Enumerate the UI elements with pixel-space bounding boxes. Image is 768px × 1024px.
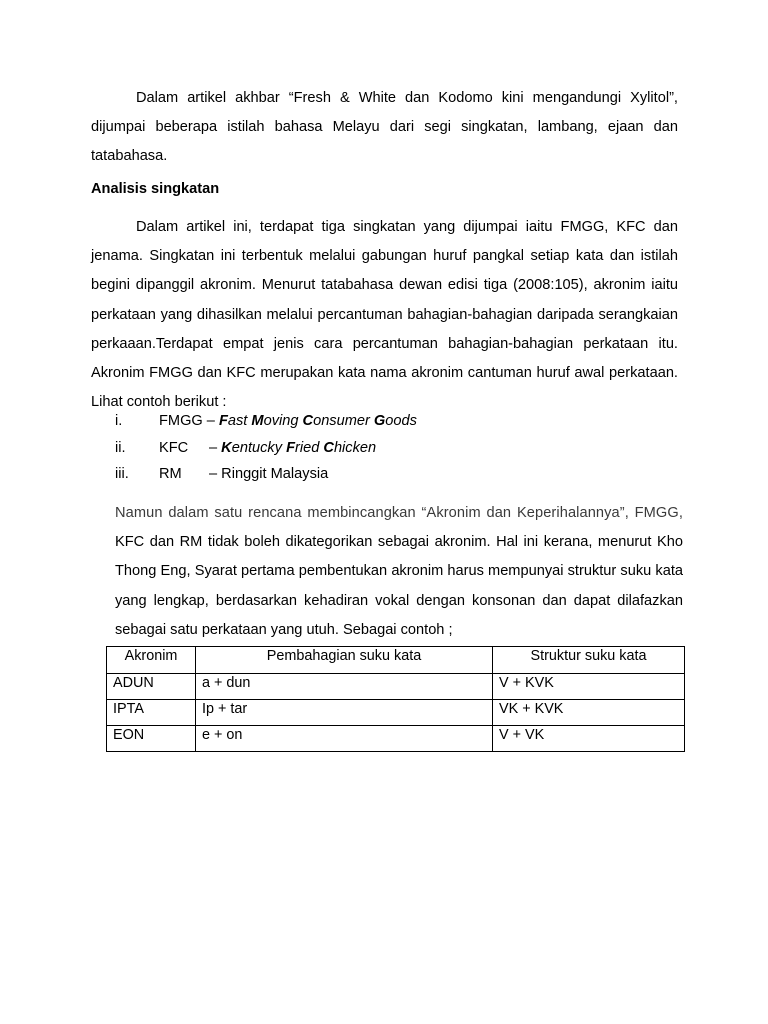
example-number: iii.: [115, 466, 129, 482]
table-cell: e + on: [196, 726, 493, 752]
intro-text: Dalam artikel akhbar “Fresh & White dan Kodomo kini mengandungi Xylitol”, dijumpai beberapa istilah bahasa Melayu dari segi singkatan, lambang, ejaan dan tatabahasa.: [91, 90, 678, 165]
table-row: [107, 726, 685, 752]
example-list: [115, 410, 515, 490]
header-pembahagian: Pembahagian suku kata: [196, 647, 493, 674]
table-cell: a + dun: [196, 674, 493, 700]
intro-paragraph: [91, 84, 678, 172]
example-abbreviation: FMGG: [159, 413, 203, 429]
table-cell: Ip + tar: [196, 700, 493, 726]
example-dash: –: [206, 413, 219, 429]
table-cell: IPTA: [107, 700, 196, 726]
discussion-lead: Namun dalam satu rencana membincangkan “Akronim dan Keperihalannya”, FMGG,: [115, 505, 683, 521]
example-item: [115, 410, 515, 437]
example-dash: –: [209, 466, 222, 482]
discussion-text: KFC dan RM tidak boleh dikategorikan sebagai akronim. Hal ini kerana, menurut Kho Thong Eng, Syarat pertama pembentukan akronim harus mempunyai struktur suku kata yang lengkap, berdasarkan kehadiran vokal dengan konsonan dan dapat dilafazkan sebagai satu perkataan yang utuh. Sebagai contoh ;: [115, 534, 683, 638]
example-expansion: Ringgit Malaysia: [221, 466, 329, 482]
example-expansion: Kentucky Fried Chicken: [221, 439, 377, 456]
table-cell: ADUN: [107, 674, 196, 700]
example-line: [159, 463, 328, 485]
example-line: [159, 437, 376, 459]
analysis-text: Dalam artikel ini, terdapat tiga singkatan yang dijumpai iaitu FMGG, KFC dan jenama. Singkatan ini terbentuk melalui gabungan huruf pangkal setiap kata dan istilah begini dipanggil akronim. Menurut tatabahasa dewan edisi tiga (2008:105), akronim iaitu perkataan yang dihasilkan melalui percantuman bahagian-bahagian daripada serangkaian perkaaan.Terdapat empat jenis cara percantuman bahagian-bahagian perkataan itu. Akronim FMGG dan KFC merupakan kata nama akronim cantuman huruf awal perkataan. Lihat contoh berikut :: [91, 219, 678, 411]
example-item: [115, 437, 515, 464]
example-dash: –: [209, 439, 222, 456]
section-heading: Analisis singkatan: [91, 181, 220, 197]
table-cell: V + VK: [493, 726, 685, 752]
example-number: ii.: [115, 439, 126, 456]
acronym-table: [106, 646, 685, 752]
example-item: [115, 463, 515, 490]
table-cell: EON: [107, 726, 196, 752]
table-cell: V + KVK: [493, 674, 685, 700]
table-header-row: [107, 647, 685, 674]
table-cell: VK + KVK: [493, 700, 685, 726]
discussion-paragraph: [115, 499, 683, 645]
table-row: [107, 674, 685, 700]
header-struktur: Struktur suku kata: [493, 647, 685, 674]
example-abbreviation: KFC: [159, 439, 189, 456]
analysis-paragraph: [91, 213, 678, 417]
example-line: [159, 410, 417, 432]
table-row: [107, 700, 685, 726]
example-expansion: Fast Moving Consumer Goods: [218, 413, 417, 429]
header-akronim: Akronim: [107, 647, 196, 674]
example-abbreviation: RM: [159, 466, 182, 482]
example-number: i.: [115, 413, 123, 429]
